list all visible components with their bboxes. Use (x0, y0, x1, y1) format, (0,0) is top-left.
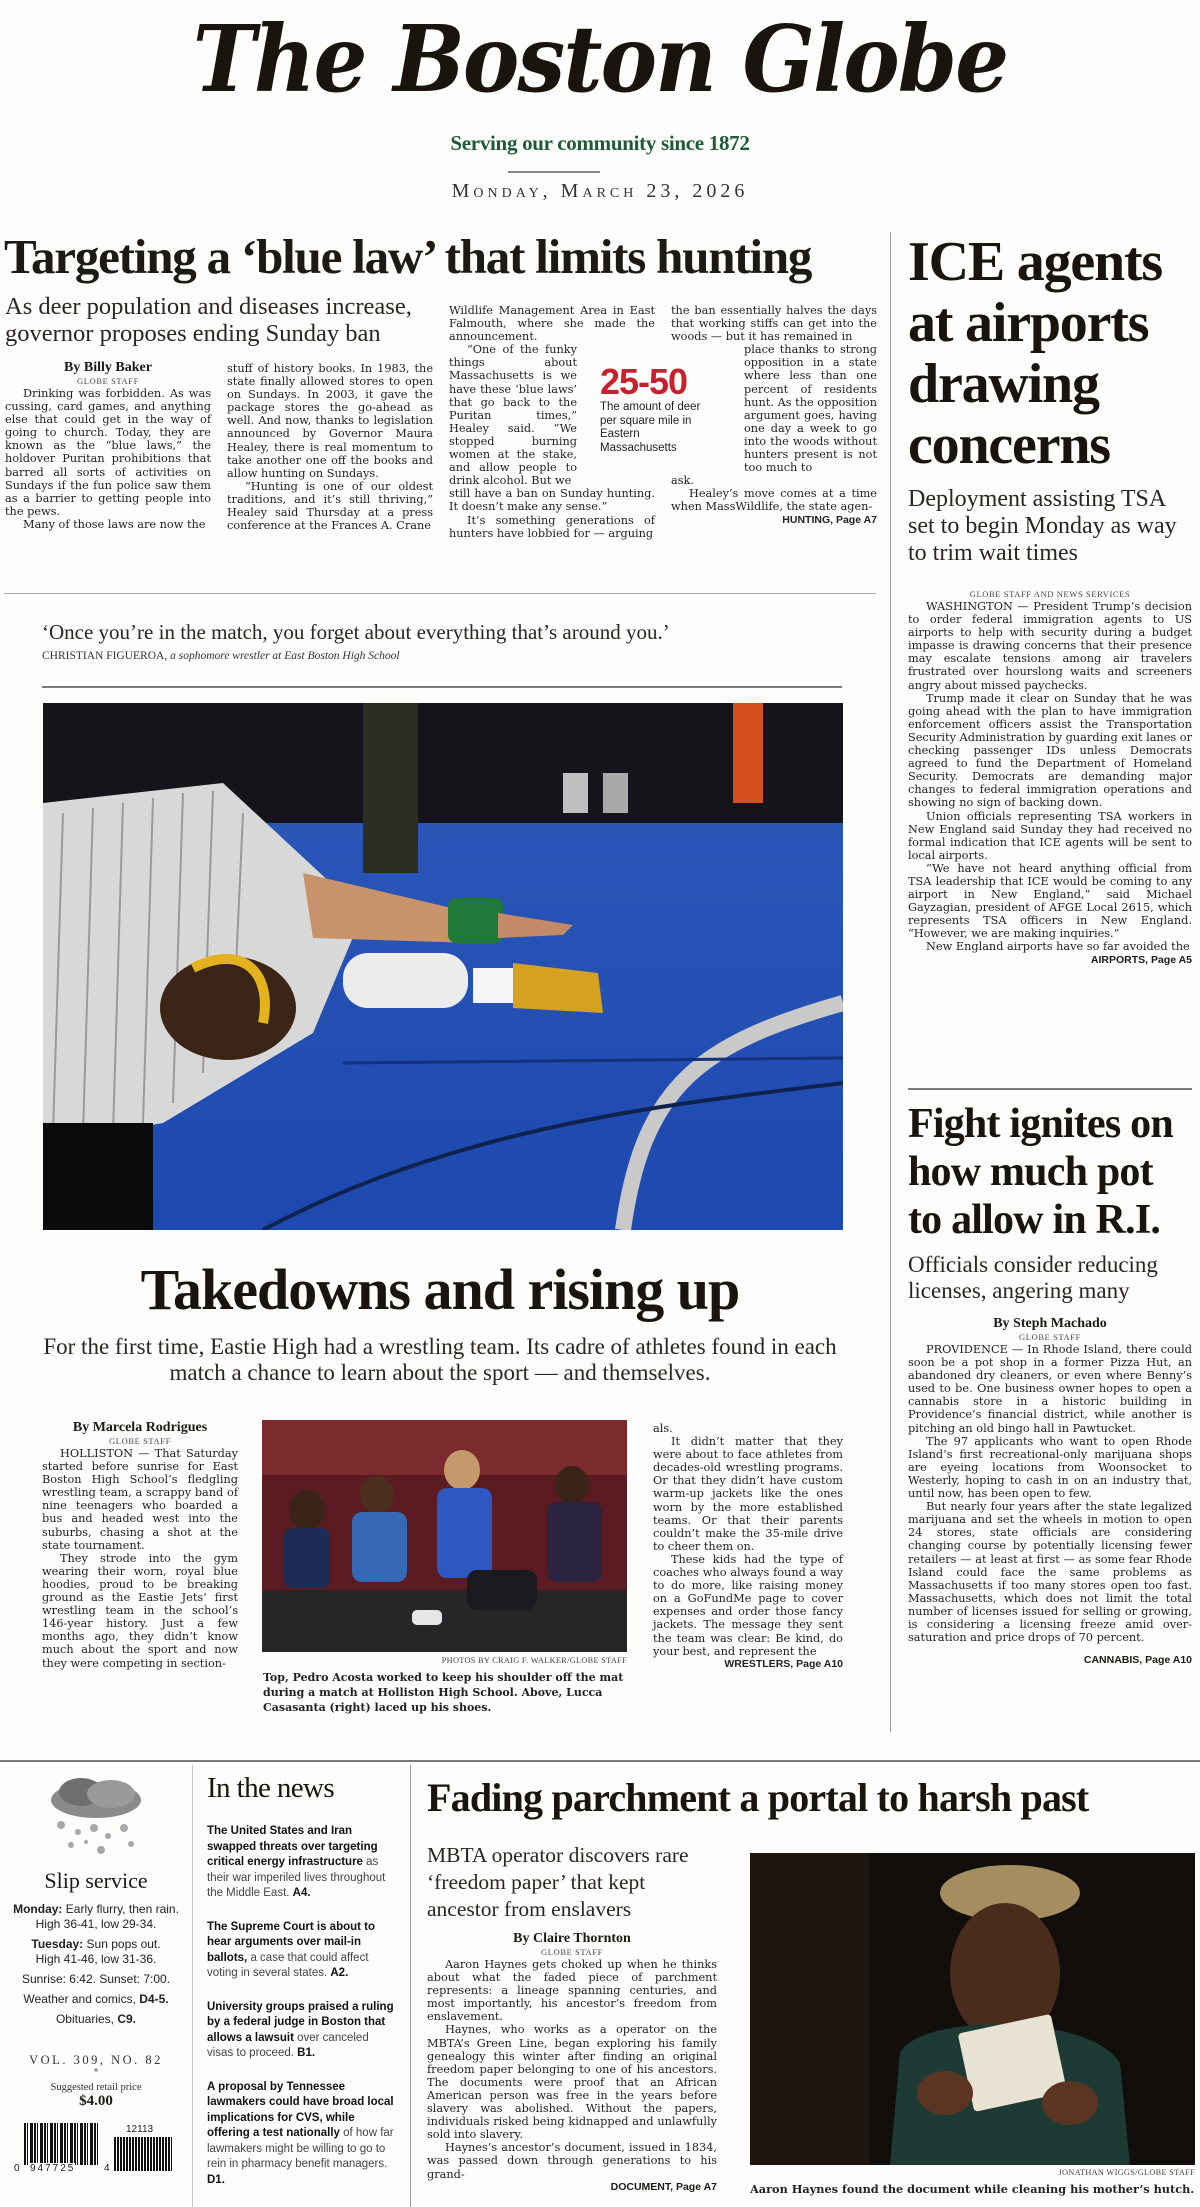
price: $4.00 (79, 2093, 113, 2109)
sun-times: Sunrise: 6:42. Sunset: 7:00. (21, 1972, 171, 1986)
jump-link-cannabis[interactable]: CANNABIS, Page A10 (1083, 1654, 1192, 1667)
byline-staff: GLOBE STAFF AND NEWS SERVICES (969, 589, 1131, 599)
byline: By Claire Thornton (513, 1931, 631, 1946)
lead-deck: As deer population and diseases increase, governor proposes ending Sunday ban (5, 293, 412, 347)
column-divider (192, 1765, 193, 2207)
obituaries-ref[interactable]: Obituaries, C9. (55, 2012, 137, 2026)
ice-headline[interactable]: ICE agents at airports drawing concerns (908, 231, 1163, 476)
wrestling-photo-illustration (43, 703, 843, 1230)
wrestling-headline[interactable]: Takedowns and rising up (140, 1257, 740, 1322)
lead-headline[interactable]: Targeting a ‘blue law’ that limits hunting (4, 229, 812, 284)
lead-col-3: Wildlife Management Area in East Falmouth, where she made the announcement. “One of the funky things about Massachusetts is we have these ‘blue laws’ that go back to the Puritan times,” Healey said. “We stopped burning women at the stake, and allow people to drink alcohol. But we still have a ban on Sunday hunting. It doesn’t make any sense.” It’s something generations of hunters have lobbied for — arguing (449, 304, 655, 540)
wrestling-deck: For the first time, Eastie High had a wrestling team. Its cadre of athletes found in each match a chance to learn about the sport — and themselves. (43, 1334, 837, 1385)
pot-body: PROVIDENCE — In Rhode Island, there could soon be a pot shop in a former Pizza Hut, an abandoned dry cleaners, or even where Benny’s used to be. One business owner hopes to open a cannabis store in a historic building in Providence’s financial district, while another is pitching an old bingo hall in Pawtucket. The 97 applicants who want to open Rhode Island’s first recreational-only marijuana shops are eyeing locations from Woonsocket to Westerly, hoping to cash in on an industry that, until now, has been open to few. But nearly four years after the state legalized marijuana and set the wheels in motion to open 24 stores, state officials are considering changing course by potentially licensing fewer retailers — at least at first — as some fear Rhode Island could face the same problems as Massachusetts if too many stores open too fast. Massachusetts, which does not limit the total number of licenses issued for selling or growing, is considering a licensing freeze amid over-saturation and price drops of 70 percent. (908, 1343, 1192, 1645)
parchment-photo-illustration (750, 1853, 1195, 2165)
body-text: HOLLISTON — That Saturday started before sunrise for East Boston High School’s fledgling wrestling team, a scrappy band of nine teenagers who boarded a bus and headed west into the suburbs, chasing a shot at the state tournament. They strode into the gym wearing their worn, royal blue hoodies, proud to be breaking ground as the Eastie Jets’ first wrestling team in the school’s 146-year history. Just a few months ago, they didn’t know much about the sport and now they were competing in section- (42, 1447, 238, 1670)
lead-col-2: stuff of history books. In 1983, the state finally allowed stores to open on Sundays. In 2003, it gave the package stores the go-ahead as well. And now, thanks to legislation announced by Governor Maura Healey, there is real momentum to take another one off the books and allow hunting on Sundays. “Hunting is one of our oldest traditions, and it’s still thriving,” Healey said Thursday at a press conference at the Frances A. Crane (227, 362, 433, 533)
jump-link-document[interactable]: DOCUMENT, Page A7 (610, 2180, 717, 2193)
stat-caption: The amount of deer per square mile in Eastern Massachusetts (600, 401, 701, 454)
wrestling-col-1 (42, 1420, 238, 1670)
tagline-divider (508, 171, 600, 173)
pull-quote-text: ‘Once you’re in the match, you forget about everything that’s around you.’ (42, 620, 670, 644)
byline: By Billy Baker (64, 360, 152, 375)
parchment-photo[interactable] (750, 1853, 1195, 2165)
byline-staff: GLOBE STAFF (109, 1436, 171, 1446)
news-item[interactable]: University groups praised a ruling by a federal judge in Boston that allows a lawsuit over canceled visas to proceed. B1. (207, 2000, 394, 2059)
section-divider (42, 686, 842, 688)
jump-link-wrestlers[interactable]: WRESTLERS, Page A10 (724, 1657, 843, 1670)
in-the-news-title: In the news (207, 1772, 335, 1804)
ice-deck: Deployment assisting TSA set to begin Monday as way to trim wait times (908, 486, 1177, 566)
pot-deck: Officials consider reducing licenses, angering many (908, 1252, 1158, 1303)
ice-story (908, 232, 1192, 966)
pull-quote (42, 620, 842, 662)
weather-box (0, 1770, 192, 2175)
stat-callout (600, 363, 720, 455)
byline-staff: GLOBE STAFF (541, 1947, 603, 1957)
volume-number: VOL. 309, NO. 82 (29, 2053, 163, 2067)
photo-caption: Aaron Haynes found the document while cleaning his mother’s hutch. (750, 2182, 1195, 2196)
forecast-monday: Monday: Early flurry, then rain. High 36-41, low 29-34. (13, 1902, 179, 1931)
parchment-body: Aaron Haynes gets choked up when he thinks about what the faded piece of parchment represents: a lineage spanning centuries, and most importantly, his ancestor’s freedom from enslavement. Haynes, who works as a operator on the MBTA’s Green Line, began exploring his family genealogy this winter after finding an original freedom paper belonging to one of his ancestors. The documents were proof that an African American person was free in the years before slavery was abolished. Without the papers, individuals risked being kidnapped and unlawfully sold into slavery. Haynes’s ancestor’s document, issued in 1834, was passed down through generations to his grand- (427, 1958, 717, 2181)
photo-caption: Top, Pedro Acosta worked to keep his shoulder off the mat during a match at Holliston High School. Above, Lucca Casasanta (right) laced up his shoes. (263, 1671, 624, 1714)
column-divider (410, 1765, 411, 2207)
photo-credit: PHOTOS BY CRAIG F. WALKER/GLOBE STAFF (441, 1656, 627, 1665)
lead-col-4: the ban essentially halves the days that working stiffs can get into the woods — but it has remained in place thanks to strong opposition in a state where less than one percent of residents hunt. As the opposition argument goes, having one day a week to go into the woods without hunters present is not too much to ask. Healey’s move comes at a time when MassWildlife, the state agen- HUNTING, Page A7 (671, 304, 877, 526)
ice-body: WASHINGTON — President Trump’s decision to order federal immigration agents to US airports to help with security during a budget impasse is drawing concerns that their presence may escalate tensions among air travelers frustrated over hourslong waits and screeners angry about missed paychecks. Trump made it clear on Sunday that he was going ahead with the plan to have immigration enforcement officers assist the Transportation Security Administration by guarding exit lanes or checking passenger IDs unless Democrats agreed to fund the Department of Homeland Security. Democrats are demanding major changes to federal immigration operations and showing no sign of backing down. Union officials representing TSA workers in New England said Sunday they had received no formal indication that ICE agents will be sent to local airports. “We have not heard anything official from TSA leadership that ICE would be coming to any airport in New England,” said Michael Gayzagian, president of AFGE Local 2615, which represents TSA officers in New England. “However, we are making inquiries.” New England airports have so far avoided the (908, 600, 1192, 954)
parchment-text-column (427, 1842, 717, 2193)
stat-number: 25-50 (600, 361, 688, 402)
news-item[interactable]: The Supreme Court is about to hear arguments over mail-in ballots, a case that could affect voting in several states. A2. (207, 1920, 376, 1979)
barcode: 0 947725 4 12113 (14, 2123, 174, 2175)
news-item[interactable]: A proposal by Tennessee lawmakers could have broad local implications for CVS, while offering a test nationally of how far lawmakers might be willing to go to rein in pharmacy benefit managers. D1. (207, 2080, 394, 2186)
byline-staff: GLOBE STAFF (1019, 1332, 1081, 1342)
lead-col-1 (5, 360, 211, 531)
weather-title: Slip service (44, 1868, 148, 1893)
byline-staff: GLOBE STAFF (77, 376, 139, 386)
pull-quote-attribution: CHRISTIAN FIGUEROA, a sophomore wrestler at East Boston High School (42, 650, 400, 662)
byline: By Steph Machado (993, 1316, 1107, 1331)
parchment-deck: MBTA operator discovers rare ‘freedom paper’ that kept ancestor from enslavers (427, 1843, 689, 1921)
dateline: Monday, March 23, 2026 (451, 180, 749, 202)
parchment-headline[interactable]: Fading parchment a portal to harsh past (427, 1775, 1089, 1820)
price-label: Suggested retail price (50, 2082, 142, 2093)
jump-link-hunting[interactable]: HUNTING, Page A7 (782, 513, 877, 526)
byline: By Marcela Rodrigues (72, 1420, 208, 1435)
photo-credit: JONATHAN WIGGS/GLOBE STAFF (1058, 2168, 1195, 2177)
body-text: Drinking was forbidden. As was cussing, card games, and anything else that could get in the way of going to church. Today, they are known as the “blue laws,” the holdover Puritan prohibitions that barred all sorts of activities on Sundays if the fun police saw them as a barrier to getting people into the pews. Many of those laws are now the (5, 387, 211, 531)
cloud-snow-rain-icon (36, 1770, 156, 1860)
wrestling-team-photo[interactable] (262, 1420, 627, 1652)
wrestling-col-3: als. It didn’t matter that they were about to face athletes from decades-old wrestling programs. Or that they didn’t have custom warm-up jackets like the ones worn by the more established teams. Or that their parents couldn’t make the 35-mile drive to cheer them on. These kids had the type of coaches who always found a way to do more, like raising money on a GoFundMe page to cover expenses and order those fancy jackets. The message they sent the team was clear: Be kind, do your best, and represent the WRESTLERS, Page A10 (653, 1422, 843, 1670)
nameplate-logo[interactable]: The Boston Globe (192, 5, 1008, 113)
section-divider (4, 593, 876, 594)
tagline: Serving our community since 1872 (450, 131, 750, 155)
news-item[interactable]: The United States and Iran swapped threats over targeting critical energy infrastructure as their war imperiled lives throughout the Middle East. A4. (207, 1825, 386, 1899)
pot-story (908, 1100, 1192, 1666)
pot-headline[interactable]: Fight ignites on how much pot to allow in R.I. (908, 1101, 1173, 1243)
lead-story (0, 228, 880, 573)
section-divider (0, 1760, 1200, 1762)
parchment-story (427, 1775, 1200, 1821)
column-divider (890, 232, 891, 1732)
star: * (93, 2068, 99, 2078)
team-photo-illustration (262, 1420, 627, 1652)
in-the-news (207, 1772, 397, 2188)
comics-ref[interactable]: Weather and comics, D4-5. (23, 1992, 169, 2006)
forecast-tuesday: Tuesday: Sun pops out. High 41-46, low 31-36. (31, 1937, 161, 1966)
wrestling-main-photo[interactable] (43, 703, 843, 1230)
jump-link-airports[interactable]: AIRPORTS, Page A5 (1090, 953, 1192, 966)
section-divider (908, 1088, 1192, 1090)
